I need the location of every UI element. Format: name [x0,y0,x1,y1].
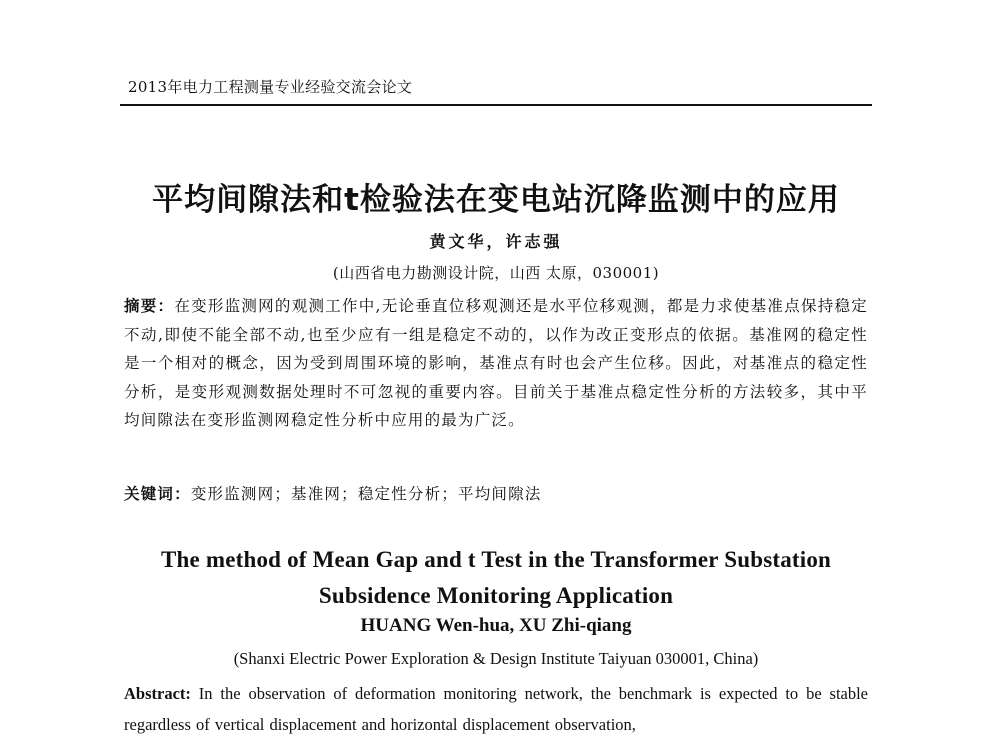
chinese-keywords-text: 变形监测网；基准网；稳定性分析；平均间隙法 [190,485,542,503]
chinese-keywords-label: 关键词： [124,485,191,503]
chinese-abstract [124,292,868,435]
chinese-abstract-label: 摘要： [124,297,175,315]
chinese-affiliation: (山西省电力勘测设计院，山西 太原，030001) [332,264,660,282]
chinese-keywords [124,482,868,504]
chinese-authors: 黄文华，许志强 [429,232,563,251]
english-abstract-text: In the observation of deformation monitoring network, the benchmark is expected to be stable regardless of vertical displacement and horizontal displacement observation, [124,684,869,734]
english-abstract-label: Abstract: [124,684,191,703]
chinese-title: 平均间隙法和t检验法在变电站沉降监测中的应用 [152,182,840,218]
running-header: 2013年电力工程测量专业经验交流会论文 [128,78,413,96]
english-abstract [124,678,868,740]
chinese-abstract-text: 在变形监测网的观测工作中,无论垂直位移观测还是水平位移观测，都是力求使基准点保持稳定不动,即使不能全部不动,也至少应有一组是稳定不动的，以作为改正变形点的依据。基准网的稳定性是一个相对的概念，因为受到周围环境的影响，基准点有时也会产生位移。因此，对基准点的稳定性分析，是变形观测数据处理时不可忽视的重要内容。目前关于基准点稳定性分析的方法较多，其中平均间隙法在变形监测网稳定性分析中应用的最为广泛。 [124,297,868,430]
english-affiliation: (Shanxi Electric Power Exploration & Design Institute Taiyuan 030001, China) [233,649,759,668]
english-title: The method of Mean Gap and t Test in the Transformer Substation Subsidence Monitoring Application [160,547,832,608]
english-authors: HUANG Wen-hua, XU Zhi-qiang [360,615,632,636]
header-rule [120,104,872,106]
